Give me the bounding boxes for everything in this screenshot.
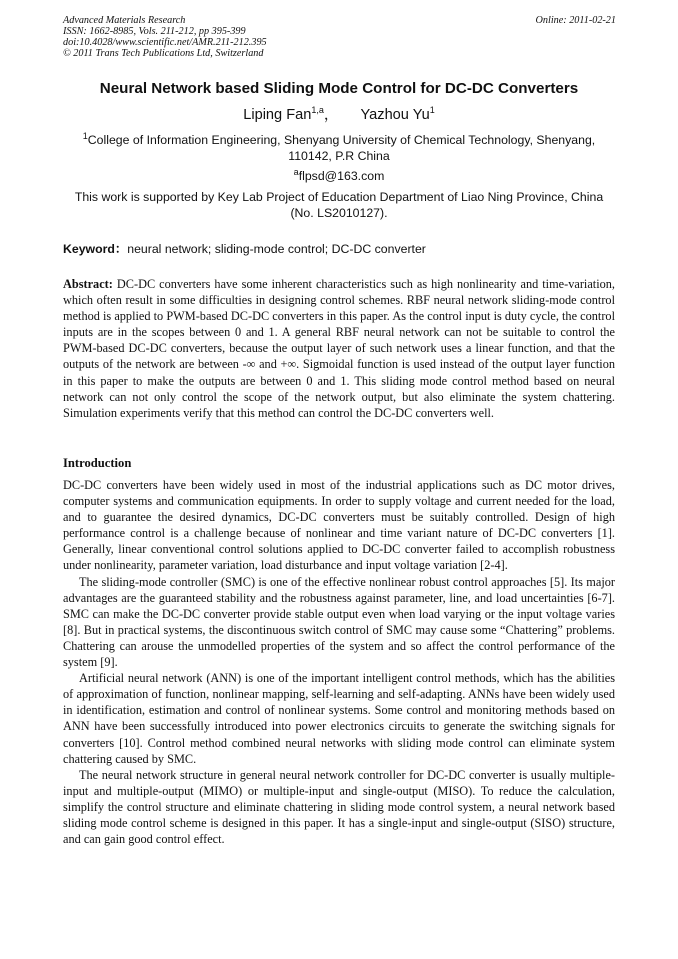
funding-note: This work is supported by Key Lab Project of Education Department of Liao Ning Province, China (No. LS2010127). xyxy=(74,190,604,220)
author-list xyxy=(0,103,678,124)
abstract-label: Abstract: xyxy=(63,277,113,291)
affiliation xyxy=(63,132,615,164)
paragraph: DC-DC converters have been widely used in most of the industrial applications such as DC motor drives, computer systems and communication equipments. In order to supply voltage and current needed for the load, and to guarantee the desired dynamics, DC-DC converters must be suitably controlled. Design of high performance control is a challenge because of nonlinear and time variant nature of DC-DC converters [1]. Generally, linear conventional control solutions applied to DC-DC converter failed to accomplish robustness under nonlinearity, parameter variation, load disturbance and input voltage variation [2-4]. xyxy=(63,478,615,573)
affiliation-text: College of Information Engineering, Shenyang University of Chemical Technology, Shenyang, 110142, P.R China xyxy=(87,133,596,163)
keyword-text: neural network; sliding-mode control; DC-DC converter xyxy=(127,242,426,256)
author-superscript: 1 xyxy=(429,105,435,116)
paragraph: The neural network structure in general neural network controller for DC-DC converter is usually multiple-input and multiple-output (MIMO) or multiple-input and single-output (MISO). To reduce the calculation, simplify the control structure and eliminate chattering in sliding mode control system, a neural network based sliding mode control scheme is designed in this paper. It has a single-input and single-output (SISO) structure, and can gain good control effect. xyxy=(63,767,615,847)
email-text: flpsd@163.com xyxy=(298,169,385,183)
author-name: Liping Fan xyxy=(243,107,312,123)
journal-header xyxy=(63,15,267,59)
keywords xyxy=(63,239,623,257)
keyword-label: Keyword： xyxy=(63,242,128,256)
author-separator: ， xyxy=(323,107,339,123)
issn-line: ISSN: 1662-8985, Vols. 211-212, pp 395-399 xyxy=(63,26,246,37)
online-date: Online: 2011-02-21 xyxy=(535,15,616,26)
doi-line: doi:10.4028/www.scientific.net/AMR.211-212.395 xyxy=(63,37,267,48)
author-email xyxy=(63,168,615,184)
author-name: Yazhou Yu xyxy=(360,107,430,123)
copyright-line: © 2011 Trans Tech Publications Ltd, Switzerland xyxy=(63,48,264,59)
introduction-body xyxy=(63,477,615,847)
abstract xyxy=(63,276,615,421)
journal-name: Advanced Materials Research xyxy=(63,15,186,26)
email-superscript: a xyxy=(293,166,299,177)
paragraph: The sliding-mode controller (SMC) is one of the effective nonlinear robust control approaches [5]. Its major advantages are the guaranteed stability and the robustness against parameter, line, and load uncertainties [6-7]. SMC can make the DC-DC converter provide stable output even when load varying or the input voltage varies [8]. But in practical systems, the discontinuous switch control of SMC may cause some “Chattering” problems. Chattering can arouse the unmodelled properties of the system and so affect the control performance of the system [9]. xyxy=(63,574,615,670)
abstract-text: DC-DC converters have some inherent characteristics such as high nonlinearity and time-variation, which often result in some difficulties in designing control schemes. RBF neural network sliding-mode control method is applied to PWM-based DC-DC converters in this paper. As the control input is duty cycle, the control inputs are in the scopes between 0 and 1. A general RBF neural network can not be suitable to control the PWM-based DC-DC converters, because the output layer of such network uses a linear function, and that the outputs of the network are between -∞ and +∞. Sigmoidal function is used instead of the output layer function in this paper to make the outputs are between 0 and 1. This sliding mode control method based on neural network can not only control the scope of the network output, but also eliminate the system chattering. Simulation experiments verify that this method can control the DC-DC converters well. xyxy=(63,277,615,420)
paragraph: Artificial neural network (ANN) is one of the important intelligent control methods, which has the abilities of approximation of function, nonlinear mapping, self-learning and self-adapting. ANNs have been widely used in identification, estimation and control of nonlinear systems. Some control and monitoring methods based on ANN have been successfully introduced into power electronics circuits to generate the switching signals for converters [10]. Control method combined neural networks with sliding mode control can eliminate system chattering caused by SMC. xyxy=(63,671,615,766)
author-superscript: 1,a xyxy=(311,105,324,116)
section-heading: Introduction xyxy=(63,456,132,470)
affiliation-superscript: 1 xyxy=(82,130,88,141)
paper-title: Neural Network based Sliding Mode Control for DC-DC Converters xyxy=(99,80,579,97)
